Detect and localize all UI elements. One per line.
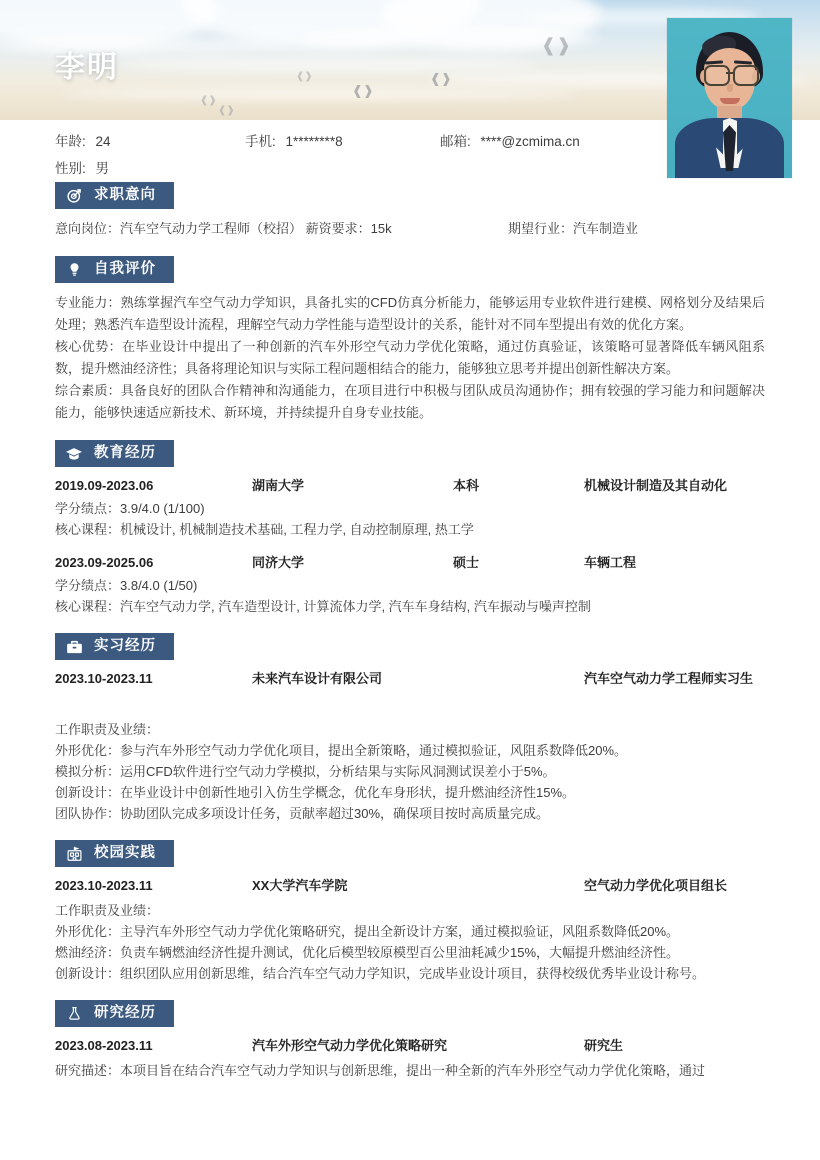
cloud-decoration	[60, 88, 580, 100]
education-courses: 核心课程：机械设计, 机械制造技术基础, 工程力学, 自动控制原理, 热工学	[55, 522, 474, 537]
section-title: 校园实践	[94, 845, 156, 862]
contact-gender-value: 男	[95, 161, 110, 176]
campus-row	[55, 876, 765, 900]
section-education	[55, 440, 765, 617]
education-school: 湖南大学	[252, 478, 305, 493]
education-courses: 核心课程：汽车空气动力学, 汽车造型设计, 计算流体力学, 汽车车身结构, 汽车振动与噪声控制	[55, 599, 591, 614]
internship-company: 未来汽车设计有限公司	[252, 671, 383, 686]
internship-duty: 模拟分析：运用CFD软件进行空气动力学模拟，分析结果与实际风洞测试误差小于5%。	[55, 764, 556, 779]
lightbulb-icon	[65, 261, 83, 279]
candidate-name: 李明	[55, 51, 119, 84]
campus-duty-label: 工作职责及业绩：	[55, 903, 160, 918]
section-title: 自我评价	[94, 261, 156, 278]
bird-icon: ❰❱	[352, 83, 374, 98]
job-intent-row	[55, 218, 765, 240]
contact-phone-label: 手机:	[245, 134, 276, 149]
school-building-icon	[65, 845, 83, 863]
campus-date: 2023.10-2023.11	[55, 878, 153, 893]
bird-icon: ❰❱	[296, 71, 313, 82]
research-role: 研究生	[584, 1038, 624, 1053]
campus-org: XX大学汽车学院	[252, 878, 348, 893]
education-item	[55, 476, 765, 540]
contact-phone-value: 1********8	[285, 134, 343, 149]
education-date: 2023.09-2025.06	[55, 555, 154, 570]
bird-icon: ❰❱	[430, 71, 452, 86]
contact-age-value: 24	[95, 134, 111, 149]
internship-duty: 创新设计：在毕业设计中创新性地引入仿生学概念，优化车身形状，提升燃油经济性15%。	[55, 785, 576, 800]
education-row	[55, 553, 765, 575]
research-row	[55, 1036, 765, 1060]
bird-icon: ❰❱	[541, 35, 572, 55]
job-intent-industry: 期望行业：汽车制造业	[508, 221, 639, 236]
job-intent-position-salary: 意向岗位：汽车空气动力学工程师（校招） 薪资要求：15k	[55, 221, 392, 236]
education-item	[55, 553, 765, 617]
target-icon	[65, 187, 83, 205]
contact-gender-label: 性别:	[55, 161, 86, 176]
contact-gender	[55, 157, 109, 177]
cloud-decoration	[0, 38, 290, 54]
section-title: 实习经历	[94, 638, 156, 655]
education-row	[55, 476, 765, 498]
contact-age	[55, 130, 111, 150]
avatar-mouth	[720, 98, 740, 104]
briefcase-icon	[65, 638, 83, 656]
graduation-cap-icon	[65, 445, 83, 463]
education-major: 机械设计制造及其自动化	[584, 478, 728, 493]
internship-item	[55, 669, 765, 824]
section-header-campus-practice	[55, 840, 174, 867]
section-self-evaluation	[55, 256, 765, 424]
bird-icon: ❰❱	[200, 95, 217, 106]
campus-item	[55, 876, 765, 984]
section-internship	[55, 633, 765, 824]
research-item	[55, 1036, 765, 1081]
research-date: 2023.08-2023.11	[55, 1038, 153, 1053]
resume-body	[0, 182, 820, 1081]
research-topic: 汽车外形空气动力学优化策略研究	[252, 1038, 448, 1053]
campus-position: 空气动力学优化项目组长	[584, 878, 728, 893]
flask-icon	[65, 1005, 83, 1023]
self-eval-paragraph: 核心优势：在毕业设计中提出了一种创新的汽车外形空气动力学优化策略，通过仿真验证，该策略可显著降低车辆风阻系数，提升燃油经济性；具备将理论知识与实际工程问题相结合的能力，能够独立思考并提出创新性解决方案。	[55, 339, 765, 376]
section-research	[55, 1000, 765, 1081]
education-school: 同济大学	[252, 555, 305, 570]
section-title: 研究经历	[94, 1005, 156, 1022]
education-gpa: 学分绩点：3.9/4.0 (1/100)	[55, 501, 205, 516]
campus-duty: 外形优化：主导汽车外形空气动力学优化策略研究，提出全新设计方案，通过模拟验证，风阻系数降低20%。	[55, 924, 680, 939]
internship-duty-label: 工作职责及业绩：	[55, 722, 160, 737]
internship-row	[55, 669, 765, 713]
campus-duty: 燃油经济：负责车辆燃油经济性提升测试，优化后模型较原模型百公里油耗减少15%，大幅提升燃油经济性。	[55, 945, 680, 960]
self-eval-paragraph: 综合素质：具备良好的团队合作精神和沟通能力，在项目进行中积极与团队成员沟通协作；拥有较强的学习能力和问题解决能力，能够快速适应新技术、新环境，并持续提升自身专业技能。	[55, 383, 765, 420]
education-degree: 本科	[453, 478, 480, 493]
research-description: 研究描述：本项目旨在结合汽车空气动力学知识与创新思维，提出一种全新的汽车外形空气动力学优化策略，通过	[55, 1063, 706, 1078]
contact-phone	[245, 130, 343, 150]
avatar	[667, 18, 792, 178]
section-header-job-intent	[55, 182, 174, 209]
education-degree: 硕士	[453, 555, 480, 570]
section-header-education	[55, 440, 174, 467]
education-gpa: 学分绩点：3.8/4.0 (1/50)	[55, 578, 198, 593]
section-header-self-evaluation	[55, 256, 174, 283]
section-header-internship	[55, 633, 174, 660]
education-date: 2019.09-2023.06	[55, 478, 154, 493]
contact-email	[440, 130, 580, 150]
internship-date: 2023.10-2023.11	[55, 671, 153, 686]
self-eval-paragraph: 专业能力：熟练掌握汽车空气动力学知识，具备扎实的CFD仿真分析能力，能够运用专业软件进行建模、网格划分及结果后处理；熟悉汽车造型设计流程，理解空气动力学性能与造型设计的关系，能针对不同车型提出有效的优化方案。	[55, 295, 765, 332]
education-major: 车辆工程	[584, 555, 637, 570]
bird-icon: ❰❱	[218, 105, 235, 116]
cloud-decoration	[120, 58, 540, 71]
section-job-intent	[55, 182, 765, 240]
contact-age-label: 年龄:	[55, 134, 86, 149]
avatar-glasses	[702, 65, 758, 82]
section-campus-practice	[55, 840, 765, 984]
avatar-nose	[727, 84, 733, 92]
contact-email-label: 邮箱:	[440, 134, 471, 149]
section-header-research	[55, 1000, 174, 1027]
campus-duty: 创新设计：组织团队应用创新思维，结合汽车空气动力学知识，完成毕业设计项目，获得校级优秀毕业设计称号。	[55, 966, 706, 981]
contact-email-value: ****@zcmima.cn	[480, 134, 580, 149]
internship-duty: 团队协作：协助团队完成多项设计任务，贡献率超过30%，确保项目按时高质量完成。	[55, 806, 550, 821]
section-title: 教育经历	[94, 445, 156, 462]
section-title: 求职意向	[94, 187, 156, 204]
internship-position: 汽车空气动力学工程师实习生	[584, 671, 754, 686]
internship-duty: 外形优化：参与汽车外形空气动力学优化项目，提出全新策略，通过模拟验证，风阻系数降低20%。	[55, 743, 628, 758]
